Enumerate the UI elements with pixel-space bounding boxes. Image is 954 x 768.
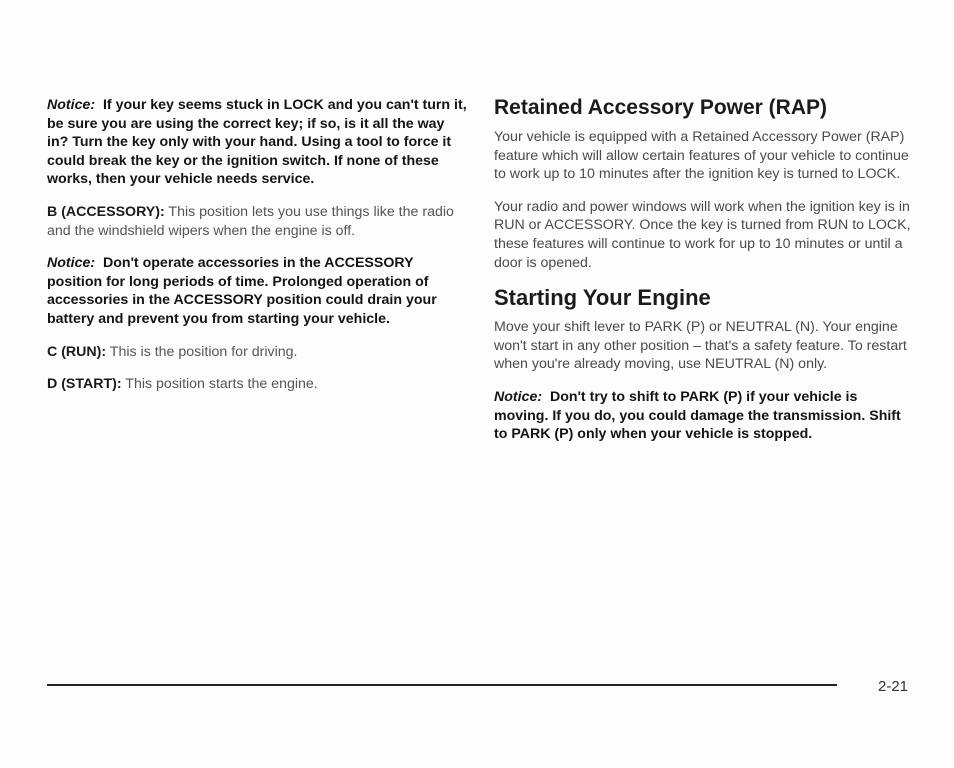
notice-label: Notice: xyxy=(494,388,543,405)
left-column xyxy=(47,96,467,408)
accessory-position-paragraph xyxy=(47,203,467,240)
right-column xyxy=(494,96,914,458)
accessory-term: B (ACCESSORY): xyxy=(47,203,165,220)
run-description: This is the position for driving. xyxy=(109,343,298,360)
run-term: C (RUN): xyxy=(47,343,107,360)
run-position-paragraph xyxy=(47,343,467,362)
notice-text: Don't try to shift to PARK (P) if your vehicle is moving. If you do, you could damage the transmission. Shift to PARK (P) only when your vehicle is stopped. xyxy=(494,388,901,443)
notice-accessory xyxy=(47,254,467,328)
start-term: D (START): xyxy=(47,376,122,393)
notice-text: Don't operate accessories in the ACCESSORY position for long periods of time. Prolonged operation of accessories in the ACCESSORY position could drain your battery and prevent you from starting your vehicle. xyxy=(47,255,437,327)
footer-rule xyxy=(47,684,837,686)
start-description: This position starts the engine. xyxy=(125,376,318,393)
page-number: 2-21 xyxy=(878,678,909,695)
rap-paragraph-2: Your radio and power windows will work when the ignition key is in RUN or ACCESSORY. Once the key is turned from RUN to LOCK, these features will continue to work for up to 10 minutes or until a door is opened. xyxy=(494,198,911,271)
notice-label: Notice: xyxy=(47,97,96,113)
notice-stuck-key xyxy=(47,96,467,189)
notice-text: If your key seems stuck in LOCK and you can't turn it, be sure you are using the correct key; if so, is it all the way in? Turn the key only with your hand. Using a tool to force it could break the key or the ignition switch. If none of these works, then your vehicle needs service. xyxy=(47,97,467,188)
notice-label: Notice: xyxy=(47,255,96,272)
rap-paragraph-1: Your vehicle is equipped with a Retained Accessory Power (RAP) feature which will allow certain features of your vehicle to continue to work up to 10 minutes after the ignition key is turned to LOCK. xyxy=(494,129,909,183)
starting-engine-paragraph: Move your shift lever to PARK (P) or NEUTRAL (N). Your engine won't start in any other position – that's a safety feature. To restart when you're already moving, use NEUTRAL (N) only. xyxy=(494,319,907,373)
accessory-description: This position lets you use things like the radio and the windshield wipers when the engine is off. xyxy=(47,203,454,239)
starting-engine-heading: Starting Your Engine xyxy=(494,285,711,311)
start-position-paragraph xyxy=(47,375,467,394)
notice-shift-park xyxy=(494,388,914,444)
rap-heading: Retained Accessory Power (RAP) xyxy=(494,96,827,119)
